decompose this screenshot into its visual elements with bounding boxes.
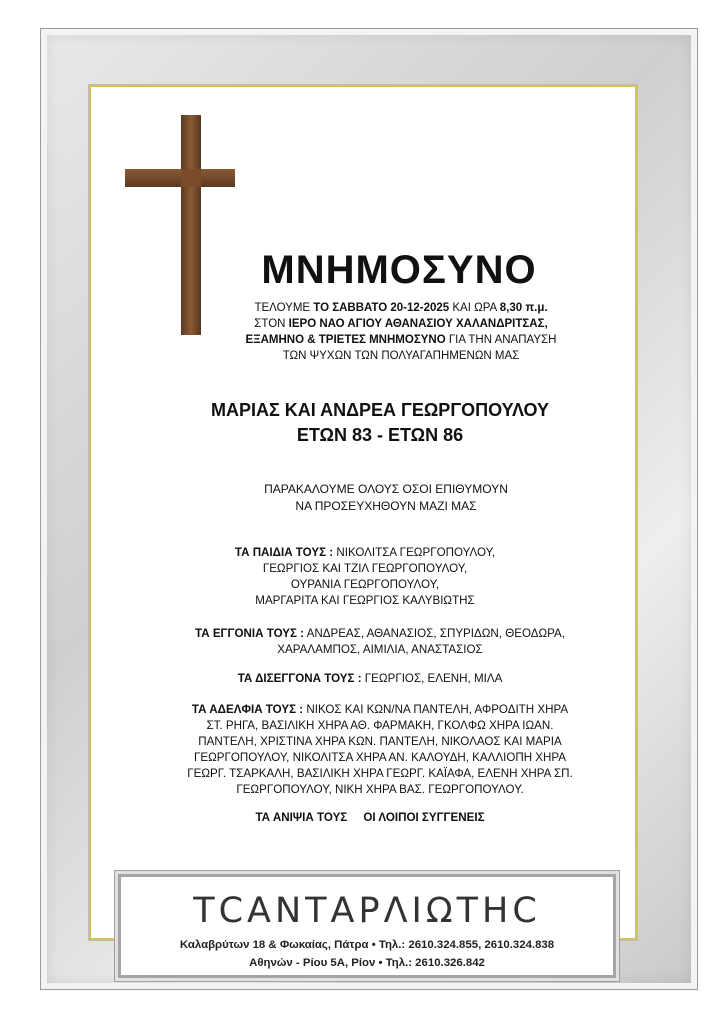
grandchildren-section <box>140 626 620 658</box>
children-section <box>200 545 530 609</box>
page-title: ΜΝΗΜΟΣΥΝΟ <box>261 248 537 292</box>
siblings-line: ΣΤ. ΡΗΓΑ, ΒΑΣΙΛΙΚΗ ΧΗΡΑ ΑΘ. ΦΑΡΜΑΚΗ, ΓΚΟΛΦΩ ΧΗΡΑ ΙΩΑΝ. <box>206 719 554 732</box>
funeral-home-box <box>118 874 616 978</box>
intro-line: ΣΤΟΝ ΙΕΡΟ ΝΑΟ ΑΓΙΟΥ ΑΘΑΝΑΣΙΟΥ ΧΑΛΑΝΔΡΙΤΣΑΣ, <box>254 318 548 330</box>
ages-line: ΕΤΩΝ 83 - ΕΤΩΝ 86 <box>296 425 464 445</box>
grandchildren-line: ΤΑ ΕΓΓΟΝΙΑ ΤΟΥΣ : ΑΝΔΡΕΑΣ, ΑΘΑΝΑΣΙΟΣ, ΣΠΥΡΙΔΩΝ, ΘΕΟΔΩΡΑ, <box>195 627 565 640</box>
intro-line: ΤΩΝ ΨΥΧΩΝ ΤΩΝ ΠΟΛΥΑΓΑΠΗΜΕΝΩΝ ΜΑΣ <box>282 350 520 362</box>
closing-line: ΤΑ ΑΝΙΨΙΑ ΤΟΥΣ ΟΙ ΛΟΙΠΟΙ ΣΥΓΓΕΝΕΙΣ <box>255 811 485 824</box>
children-line: ΜΑΡΓΑΡΙΤΑ ΚΑΙ ΓΕΩΡΓΙΟΣ ΚΑΛΥΒΙΩΤΗΣ <box>255 594 475 607</box>
intro-line: ΤΕΛΟΥΜΕ ΤΟ ΣΑΒΒΑΤΟ 20-12-2025 ΚΑΙ ΩΡΑ 8,30 π.μ. <box>254 302 548 314</box>
intro-text <box>186 300 616 364</box>
siblings-line: ΠΑΝΤΕΛΗ, ΧΡΙΣΤΙΝΑ ΧΗΡΑ ΚΩΝ. ΠΑΝΤΕΛΗ, ΝΙΚΟΛΑΟΣ ΚΑΙ ΜΑΡΙΑ <box>198 735 562 748</box>
names-line: ΜΑΡΙΑΣ ΚΑΙ ΑΝΔΡΕΑ ΓΕΩΡΓΟΠΟΥΛΟΥ <box>210 400 550 420</box>
closing-section <box>200 810 540 826</box>
request-line: ΝΑ ΠΡΟΣΕΥΧΗΘΟΥΝ ΜΑΖΙ ΜΑΣ <box>295 499 477 513</box>
children-line: ΤΑ ΠΑΙΔΙΑ ΤΟΥΣ : ΝΙΚΟΛΙΤΣΑ ΓΕΩΡΓΟΠΟΥΛΟΥ, <box>234 546 496 559</box>
siblings-line: ΓΕΩΡΓΟΠΟΥΛΟΥ, ΝΙΚΟΛΙΤΣΑ ΧΗΡΑ ΑΝ. ΚΑΛΟΥΔΗ, ΚΑΛΛΙΟΠΗ ΧΗΡΑ <box>193 751 567 764</box>
siblings-line: ΓΕΩΡΓΟΠΟΥΛΟΥ, ΝΙΚΗ ΧΗΡΑ ΒΑΣ. ΓΕΩΡΓΟΠΟΥΛΟΥ. <box>236 783 524 796</box>
address-line: Αθηνών - Ρίου 5Α, Ρίον • Τηλ.: 2610.326.842 <box>249 957 485 969</box>
request-line: ΠΑΡΑΚΑΛΟΥΜΕ ΟΛΟΥΣ ΟΣΟΙ ΕΠΙΘΥΜΟΥΝ <box>264 482 508 496</box>
funeral-home-logo: ΤϹΑΝΤΑΡΛΙΩΤΗϹ <box>193 891 541 931</box>
deceased-names <box>140 398 620 448</box>
grandchildren-line: ΧΑΡΑΛΑΜΠΟΣ, ΑΙΜΙΛΙΑ, ΑΝΑΣΤΑΣΙΟΣ <box>277 643 483 656</box>
children-line: ΓΕΩΡΓΙΟΣ ΚΑΙ ΤΖΙΛ ΓΕΩΡΓΟΠΟΥΛΟΥ, <box>262 562 468 575</box>
children-line: ΟΥΡΑΝΙΑ ΓΕΩΡΓΟΠΟΥΛΟΥ, <box>290 578 440 591</box>
siblings-line: ΓΕΩΡΓ. ΤΣΑΡΚΑΛΗ, ΒΑΣΙΛΙΚΗ ΧΗΡΑ ΓΕΩΡΓ. ΚΑΪΑΦΑ, ΕΛΕΝΗ ΧΗΡΑ ΣΠ. <box>187 767 573 780</box>
great-grandchildren-line: ΤΑ ΔΙΣΕΓΓΟΝΑ ΤΟΥΣ : ΓΕΩΡΓΙΟΣ, ΕΛΕΝΗ, ΜΙΛΑ <box>237 672 503 685</box>
great-grandchildren-section <box>200 671 540 687</box>
intro-line: ΕΞΑΜΗΝΟ & ΤΡΙΕΤΕΣ ΜΝΗΜΟΣΥΝΟ ΓΙΑ ΤΗΝ ΑΝΑΠΑΥΣΗ <box>245 334 557 346</box>
prayer-request <box>176 481 596 515</box>
address-line: Καλαβρύτων 18 & Φωκαίας, Πάτρα • Τηλ.: 2610.324.855, 2610.324.838 <box>179 939 555 951</box>
siblings-section <box>130 702 630 798</box>
siblings-line: ΤΑ ΑΔΕΛΦΙΑ ΤΟΥΣ : ΝΙΚΟΣ ΚΑΙ ΚΩΝ/ΝΑ ΠΑΝΤΕΛΗ, ΑΦΡΟΔΙΤΗ ΧΗΡΑ <box>191 703 569 716</box>
